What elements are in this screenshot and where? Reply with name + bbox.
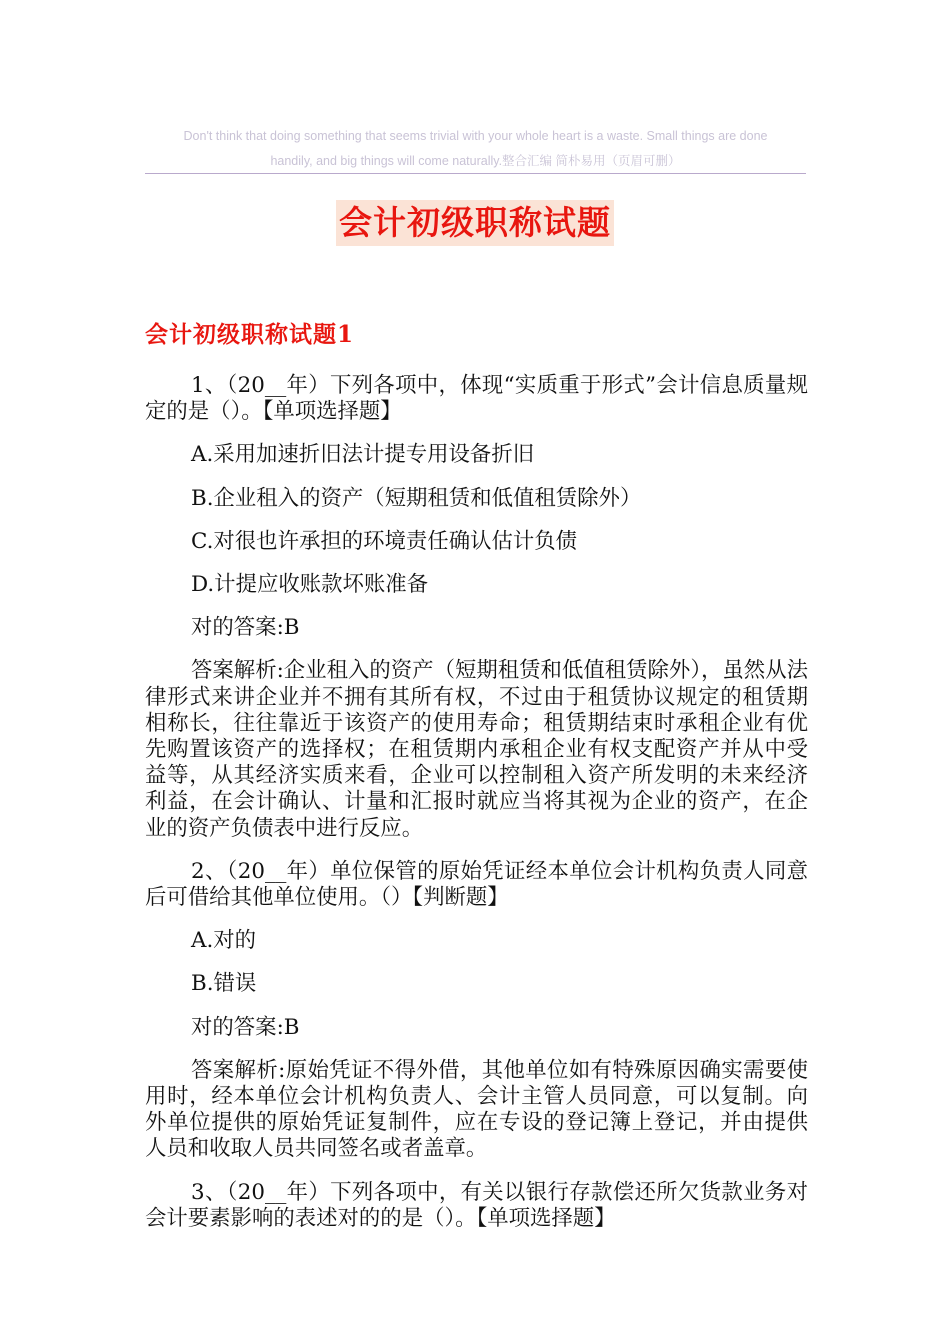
header-quote-line1: Don't think that doing something that seems trivial with your whole heart is a waste. Small things are done: [183, 129, 768, 143]
question-option: B.企业租入的资产（短期租赁和低值租赁除外）: [191, 485, 642, 511]
document-title-text: 会计初级职称试题: [336, 200, 614, 246]
answer-analysis: 答案解析:企业租入的资产（短期租赁和低值租赁除外），虽然从法律形式来讲企业并不拥有其所有权，不过由于租赁协议规定的租赁期相称长，往往靠近于该资产的使用寿命；租赁期结束时承租企业有优先购置该资产的选择权；在租赁期内承租企业有权支配资产并从中受益等，从其经济实质来看，企业可以控制租入资产所发明的未来经济利益，在会计确认、计量和汇报时就应当将其视为企业的资产，在企业的资产负债表中进行反应。: [145, 658, 808, 841]
correct-answer: 对的答案:B: [191, 1014, 300, 1040]
correct-answer: 对的答案:B: [191, 615, 300, 641]
header-quote-line2: handily, and big things will come naturally.整合汇编 简朴易用（页眉可删）: [270, 154, 681, 168]
question-option: A.对的: [191, 928, 257, 954]
question-option: C.对很也许承担的环境责任确认估计负债: [191, 528, 578, 554]
question-stem: 3、（20__年）下列各项中，有关以银行存款偿还所欠货款业务对会计要素影响的表述对的的是（）。【单项选择题】: [145, 1179, 808, 1231]
answer-analysis: 答案解析:原始凭证不得外借，其他单位如有特殊原因确实需要使用时，经本单位会计机构负责人、会计主管人员同意，可以复制。向外单位提供的原始凭证复制件，应在专设的登记簿上登记，并由提供人员和收取人员共同签名或者盖章。: [145, 1057, 808, 1162]
question-option: A.采用加速折旧法计提专用设备折旧: [191, 442, 535, 468]
question-option: B.错误: [191, 971, 257, 997]
document-title: [0, 200, 950, 246]
header-divider: [145, 173, 806, 174]
question-stem: 1、（20__年）下列各项中，体现“实质重于形式”会计信息质量规定的是（）。【单项选择题】: [145, 373, 808, 425]
document-body: [145, 373, 808, 1249]
section-title: 会计初级职称试题1: [145, 321, 355, 348]
page-header: [145, 124, 806, 174]
question-stem: 2、（20__年）单位保管的原始凭证经本单位会计机构负责人同意后可借给其他单位使用。（）【判断题】: [145, 858, 808, 911]
question-option: D.计提应收账款坏账准备: [191, 572, 429, 598]
